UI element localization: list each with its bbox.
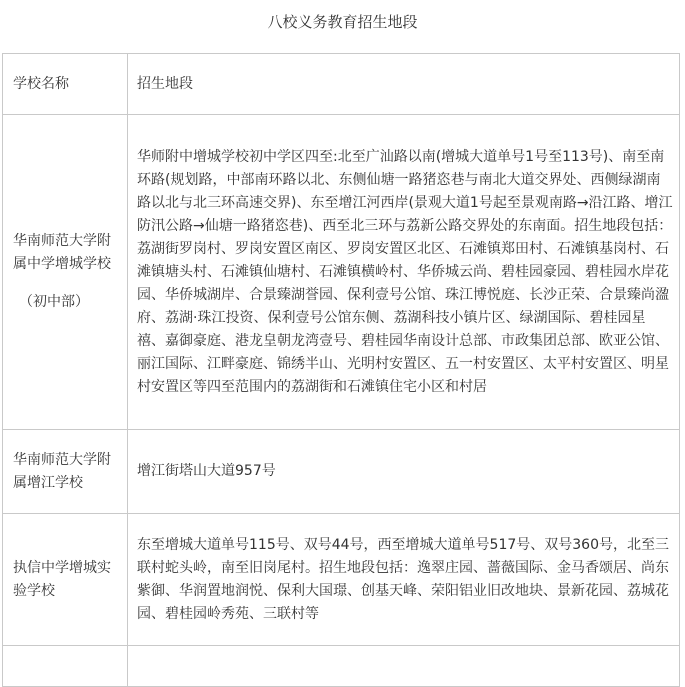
school-note: （初中部） (19, 294, 89, 310)
empty-cell (3, 646, 128, 687)
empty-cell (128, 646, 680, 687)
header-school-name: 学校名称 (3, 54, 128, 115)
header-district: 招生地段 (128, 54, 680, 115)
table-row (3, 514, 680, 646)
school-name: 华南师范大学附属增江学校 (13, 451, 111, 491)
table-row (3, 430, 680, 514)
district-cell: 东至增城大道单号115号、双号44号，西至增城大道单号517号、双号360号，北至三联村蛇头岭，南至旧岗尾村。招生地段包括：逸翠庄园、蔷薇国际、金马香颂居、尚东紫御、华润置地润悦、保利大国璟、创基天峰、荣阳铝业旧改地块、景新花园、荔城花园、碧桂园岭秀苑、三联村等 (128, 514, 680, 646)
school-name: 执信中学增城实验学校 (13, 559, 111, 599)
table-row-partial (3, 646, 680, 687)
school-name-cell (3, 115, 128, 430)
page-title: 八校义务教育招生地段 (267, 13, 418, 31)
school-name: 华南师范大学附属中学增城学校 (13, 233, 111, 272)
district-cell: 华师附中增城学校初中学区四至:北至广汕路以南(增城大道单号1号至113号)、南至南环路(规划路，中部南环路以北、东侧仙塘一路猪恣巷与南北大道交界处、西侧绿湖南路以北与北三环高速交界)、东至增江河西岸(景观大道1号起至景观南路→沿江路、增江防汛公路→仙塘一路猪恣巷)、西至北三环与荔新公路交界处的东南面。招生地段包括：荔湖街罗岗村、罗岗安置区南区、罗岗安置区北区、石滩镇郑田村、石滩镇基岗村、石滩镇塘头村、石滩镇仙塘村、石滩镇横岭村、华侨城云尚、碧桂园豪园、碧桂园水岸花园、华侨城湖岸、合景臻湖誉园、保利壹号公馆、珠江博悦庭、长沙正荣、合景臻尚溋府、荔湖·珠江投资、保利壹号公馆东侧、荔湖科技小镇片区、绿湖国际、碧桂园星禧、嘉御豪庭、港龙皇朝龙湾壹号、碧桂园华南设计总部、市政集团总部、欧亚公馆、丽江国际、江畔豪庭、锦绣半山、光明村安置区、五一村安置区、太平村安置区、明星村安置区等四至范围内的荔湖街和石滩镇住宅小区和村居 (128, 115, 680, 430)
school-name-cell (3, 514, 128, 646)
table-header-row (3, 54, 680, 115)
table-row (3, 115, 680, 430)
district-cell: 增江街塔山大道957号 (128, 430, 680, 514)
enrollment-district-table (2, 53, 680, 687)
school-name-cell (3, 430, 128, 514)
